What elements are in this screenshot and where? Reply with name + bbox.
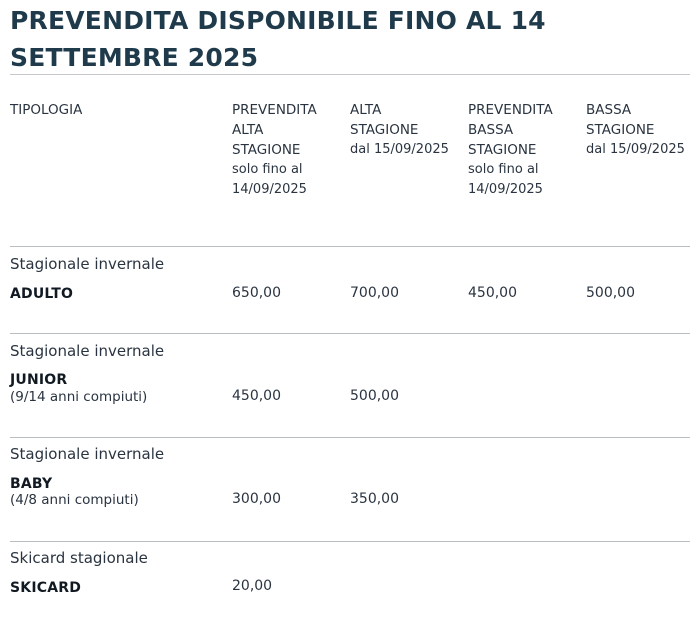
header-text: BASSA bbox=[468, 122, 514, 138]
header-prevendita-alta bbox=[232, 100, 317, 200]
price-cell: 20,00 bbox=[232, 578, 273, 594]
row-category: Stagionale invernale bbox=[10, 342, 165, 360]
header-text: dal 15/09/2025 bbox=[586, 142, 685, 157]
header-text: 14/09/2025 bbox=[232, 182, 307, 197]
header-text: dal 15/09/2025 bbox=[350, 142, 449, 157]
price-cell: 450,00 bbox=[468, 285, 517, 301]
header-prevendita-bassa bbox=[468, 100, 553, 200]
price-cell: 300,00 bbox=[232, 491, 281, 507]
header-text: PREVENDITA bbox=[232, 102, 317, 118]
header-text: STAGIONE bbox=[232, 142, 301, 158]
header-bassa-stagione bbox=[586, 100, 685, 160]
row-name: ADULTO bbox=[10, 286, 74, 302]
row-category: Stagionale invernale bbox=[10, 255, 165, 273]
row-divider bbox=[10, 333, 690, 334]
row-note: (9/14 anni compiuti) bbox=[10, 389, 148, 405]
row-name: JUNIOR bbox=[10, 372, 68, 388]
page-title-line-2: SETTEMBRE 2025 bbox=[10, 43, 259, 72]
header-text: solo fino al bbox=[232, 162, 303, 177]
row-divider bbox=[10, 246, 690, 247]
header-text: STAGIONE bbox=[586, 122, 655, 138]
title-rule bbox=[10, 74, 690, 75]
header-text: BASSA bbox=[586, 102, 632, 118]
row-divider bbox=[10, 541, 690, 542]
header-text: ALTA bbox=[350, 102, 382, 118]
header-text: STAGIONE bbox=[468, 142, 537, 158]
header-tipologia: TIPOLOGIA bbox=[10, 102, 83, 118]
page-title-line-1: PREVENDITA DISPONIBILE FINO AL 14 bbox=[10, 6, 546, 35]
price-cell: 500,00 bbox=[586, 285, 635, 301]
header-text: ALTA bbox=[232, 122, 264, 138]
header-text: STAGIONE bbox=[350, 122, 419, 138]
price-cell: 500,00 bbox=[350, 388, 399, 404]
header-text: PREVENDITA bbox=[468, 102, 553, 118]
price-cell: 650,00 bbox=[232, 285, 281, 301]
row-divider bbox=[10, 437, 690, 438]
price-cell: 700,00 bbox=[350, 285, 399, 301]
header-text: 14/09/2025 bbox=[468, 182, 543, 197]
price-cell: 350,00 bbox=[350, 491, 399, 507]
row-category: Skicard stagionale bbox=[10, 549, 148, 567]
price-cell: 450,00 bbox=[232, 388, 281, 404]
row-category: Stagionale invernale bbox=[10, 445, 165, 463]
page-title bbox=[10, 2, 690, 76]
row-name: BABY bbox=[10, 476, 53, 492]
header-text: solo fino al bbox=[468, 162, 539, 177]
header-alta-stagione bbox=[350, 100, 449, 160]
row-name: SKICARD bbox=[10, 580, 82, 596]
row-note: (4/8 anni compiuti) bbox=[10, 492, 139, 508]
